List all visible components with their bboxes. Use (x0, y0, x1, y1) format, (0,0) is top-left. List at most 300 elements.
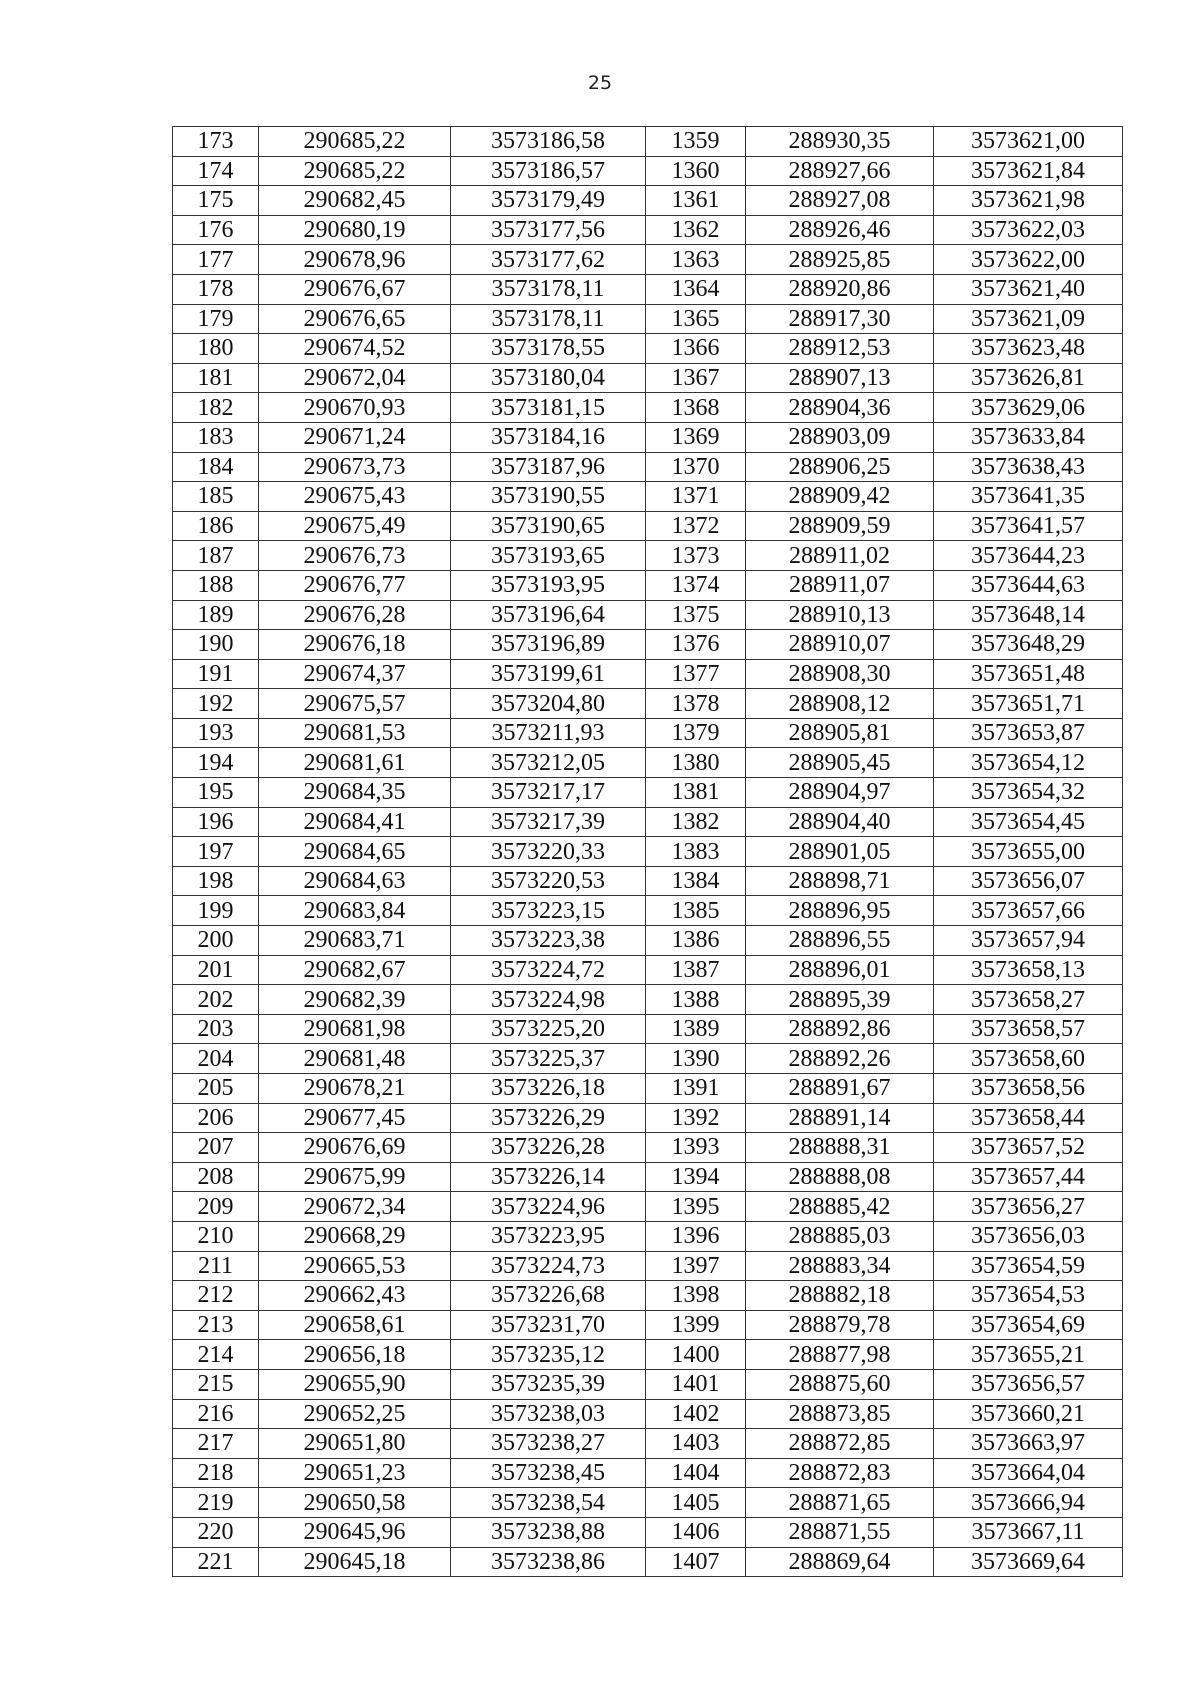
x-coordinate-right: 288896,01 (746, 955, 934, 985)
y-coordinate-right: 3573654,45 (934, 807, 1123, 837)
point-number-left: 217 (173, 1429, 259, 1459)
y-coordinate-left: 3573184,16 (451, 422, 646, 452)
x-coordinate-left: 290658,61 (259, 1310, 451, 1340)
x-coordinate-right: 288871,65 (746, 1488, 934, 1518)
point-number-right: 1367 (646, 363, 746, 393)
point-number-left: 195 (173, 778, 259, 808)
y-coordinate-right: 3573658,13 (934, 955, 1123, 985)
x-coordinate-left: 290676,73 (259, 541, 451, 571)
point-number-left: 189 (173, 600, 259, 630)
y-coordinate-right: 3573622,03 (934, 215, 1123, 245)
point-number-left: 198 (173, 866, 259, 896)
x-coordinate-right: 288871,55 (746, 1517, 934, 1547)
y-coordinate-left: 3573226,68 (451, 1281, 646, 1311)
point-number-right: 1363 (646, 245, 746, 275)
point-number-right: 1401 (646, 1369, 746, 1399)
x-coordinate-right: 288904,36 (746, 393, 934, 423)
point-number-right: 1383 (646, 837, 746, 867)
point-number-left: 192 (173, 689, 259, 719)
y-coordinate-right: 3573660,21 (934, 1399, 1123, 1429)
point-number-left: 200 (173, 926, 259, 956)
x-coordinate-right: 288927,66 (746, 156, 934, 186)
point-number-left: 204 (173, 1044, 259, 1074)
point-number-left: 199 (173, 896, 259, 926)
point-number-left: 190 (173, 630, 259, 660)
x-coordinate-left: 290680,19 (259, 215, 451, 245)
x-coordinate-left: 290651,80 (259, 1429, 451, 1459)
point-number-right: 1372 (646, 511, 746, 541)
y-coordinate-right: 3573658,60 (934, 1044, 1123, 1074)
x-coordinate-left: 290650,58 (259, 1488, 451, 1518)
point-number-right: 1386 (646, 926, 746, 956)
point-number-right: 1365 (646, 304, 746, 334)
table-row (173, 334, 1123, 364)
y-coordinate-right: 3573667,11 (934, 1517, 1123, 1547)
y-coordinate-right: 3573664,04 (934, 1458, 1123, 1488)
point-number-left: 219 (173, 1488, 259, 1518)
table-row (173, 1429, 1123, 1459)
point-number-right: 1381 (646, 778, 746, 808)
point-number-left: 211 (173, 1251, 259, 1281)
x-coordinate-right: 288910,13 (746, 600, 934, 630)
point-number-left: 176 (173, 215, 259, 245)
y-coordinate-right: 3573648,14 (934, 600, 1123, 630)
x-coordinate-left: 290675,43 (259, 482, 451, 512)
point-number-left: 206 (173, 1103, 259, 1133)
point-number-right: 1388 (646, 985, 746, 1015)
table-row (173, 422, 1123, 452)
y-coordinate-right: 3573654,69 (934, 1310, 1123, 1340)
table-row (173, 482, 1123, 512)
y-coordinate-left: 3573220,53 (451, 866, 646, 896)
y-coordinate-right: 3573658,44 (934, 1103, 1123, 1133)
x-coordinate-left: 290681,53 (259, 718, 451, 748)
point-number-left: 221 (173, 1547, 259, 1577)
x-coordinate-right: 288925,85 (746, 245, 934, 275)
x-coordinate-left: 290684,65 (259, 837, 451, 867)
y-coordinate-right: 3573657,66 (934, 896, 1123, 926)
point-number-right: 1406 (646, 1517, 746, 1547)
x-coordinate-right: 288912,53 (746, 334, 934, 364)
point-number-left: 201 (173, 955, 259, 985)
x-coordinate-right: 288895,39 (746, 985, 934, 1015)
y-coordinate-right: 3573621,00 (934, 127, 1123, 157)
x-coordinate-right: 288906,25 (746, 452, 934, 482)
point-number-right: 1368 (646, 393, 746, 423)
y-coordinate-left: 3573223,15 (451, 896, 646, 926)
point-number-left: 178 (173, 274, 259, 304)
point-number-left: 196 (173, 807, 259, 837)
table-row (173, 1251, 1123, 1281)
point-number-left: 193 (173, 718, 259, 748)
y-coordinate-left: 3573179,49 (451, 186, 646, 216)
table-row (173, 363, 1123, 393)
x-coordinate-right: 288904,40 (746, 807, 934, 837)
y-coordinate-right: 3573658,27 (934, 985, 1123, 1015)
point-number-right: 1389 (646, 1014, 746, 1044)
x-coordinate-left: 290672,04 (259, 363, 451, 393)
point-number-left: 173 (173, 127, 259, 157)
point-number-right: 1399 (646, 1310, 746, 1340)
point-number-right: 1378 (646, 689, 746, 719)
point-number-left: 203 (173, 1014, 259, 1044)
point-number-left: 181 (173, 363, 259, 393)
x-coordinate-right: 288883,34 (746, 1251, 934, 1281)
x-coordinate-left: 290671,24 (259, 422, 451, 452)
y-coordinate-right: 3573654,59 (934, 1251, 1123, 1281)
point-number-left: 180 (173, 334, 259, 364)
x-coordinate-left: 290675,99 (259, 1162, 451, 1192)
y-coordinate-right: 3573651,48 (934, 659, 1123, 689)
point-number-right: 1387 (646, 955, 746, 985)
x-coordinate-left: 290685,22 (259, 127, 451, 157)
x-coordinate-right: 288901,05 (746, 837, 934, 867)
y-coordinate-right: 3573644,63 (934, 570, 1123, 600)
x-coordinate-right: 288875,60 (746, 1369, 934, 1399)
y-coordinate-right: 3573622,00 (934, 245, 1123, 275)
table-row (173, 1192, 1123, 1222)
y-coordinate-left: 3573186,57 (451, 156, 646, 186)
y-coordinate-right: 3573658,57 (934, 1014, 1123, 1044)
table-row (173, 511, 1123, 541)
y-coordinate-right: 3573657,94 (934, 926, 1123, 956)
table-row (173, 837, 1123, 867)
y-coordinate-right: 3573648,29 (934, 630, 1123, 660)
x-coordinate-right: 288926,46 (746, 215, 934, 245)
point-number-left: 191 (173, 659, 259, 689)
y-coordinate-right: 3573654,12 (934, 748, 1123, 778)
x-coordinate-right: 288898,71 (746, 866, 934, 896)
y-coordinate-right: 3573638,43 (934, 452, 1123, 482)
x-coordinate-left: 290681,61 (259, 748, 451, 778)
x-coordinate-right: 288885,42 (746, 1192, 934, 1222)
y-coordinate-left: 3573178,55 (451, 334, 646, 364)
y-coordinate-left: 3573196,64 (451, 600, 646, 630)
y-coordinate-left: 3573190,65 (451, 511, 646, 541)
point-number-right: 1405 (646, 1488, 746, 1518)
point-number-right: 1396 (646, 1221, 746, 1251)
point-number-left: 194 (173, 748, 259, 778)
x-coordinate-left: 290682,67 (259, 955, 451, 985)
y-coordinate-right: 3573623,48 (934, 334, 1123, 364)
x-coordinate-left: 290683,84 (259, 896, 451, 926)
x-coordinate-left: 290645,96 (259, 1517, 451, 1547)
x-coordinate-left: 290682,39 (259, 985, 451, 1015)
y-coordinate-left: 3573196,89 (451, 630, 646, 660)
y-coordinate-left: 3573235,12 (451, 1340, 646, 1370)
table-row (173, 274, 1123, 304)
y-coordinate-right: 3573656,57 (934, 1369, 1123, 1399)
point-number-left: 214 (173, 1340, 259, 1370)
x-coordinate-right: 288927,08 (746, 186, 934, 216)
table-row (173, 1547, 1123, 1577)
y-coordinate-right: 3573654,32 (934, 778, 1123, 808)
table-row (173, 245, 1123, 275)
table-row (173, 1488, 1123, 1518)
table-row (173, 1399, 1123, 1429)
point-number-left: 179 (173, 304, 259, 334)
x-coordinate-right: 288872,83 (746, 1458, 934, 1488)
point-number-right: 1391 (646, 1074, 746, 1104)
x-coordinate-right: 288905,81 (746, 718, 934, 748)
x-coordinate-right: 288888,08 (746, 1162, 934, 1192)
y-coordinate-left: 3573238,45 (451, 1458, 646, 1488)
y-coordinate-left: 3573204,80 (451, 689, 646, 719)
table-row (173, 896, 1123, 926)
point-number-right: 1369 (646, 422, 746, 452)
table-row (173, 1458, 1123, 1488)
x-coordinate-left: 290670,93 (259, 393, 451, 423)
table-row (173, 1133, 1123, 1163)
y-coordinate-right: 3573657,52 (934, 1133, 1123, 1163)
y-coordinate-right: 3573641,57 (934, 511, 1123, 541)
point-number-right: 1384 (646, 866, 746, 896)
x-coordinate-right: 288892,86 (746, 1014, 934, 1044)
table-row (173, 1369, 1123, 1399)
table-row (173, 215, 1123, 245)
x-coordinate-left: 290665,53 (259, 1251, 451, 1281)
y-coordinate-right: 3573621,40 (934, 274, 1123, 304)
x-coordinate-right: 288911,02 (746, 541, 934, 571)
point-number-right: 1380 (646, 748, 746, 778)
x-coordinate-right: 288917,30 (746, 304, 934, 334)
table-row (173, 1221, 1123, 1251)
y-coordinate-left: 3573217,17 (451, 778, 646, 808)
point-number-left: 212 (173, 1281, 259, 1311)
x-coordinate-right: 288930,35 (746, 127, 934, 157)
table-row (173, 926, 1123, 956)
table-row (173, 659, 1123, 689)
x-coordinate-left: 290662,43 (259, 1281, 451, 1311)
point-number-left: 208 (173, 1162, 259, 1192)
point-number-right: 1377 (646, 659, 746, 689)
table-row (173, 807, 1123, 837)
x-coordinate-right: 288879,78 (746, 1310, 934, 1340)
x-coordinate-right: 288904,97 (746, 778, 934, 808)
point-number-right: 1366 (646, 334, 746, 364)
y-coordinate-left: 3573177,62 (451, 245, 646, 275)
x-coordinate-left: 290674,52 (259, 334, 451, 364)
point-number-left: 186 (173, 511, 259, 541)
point-number-left: 187 (173, 541, 259, 571)
point-number-left: 188 (173, 570, 259, 600)
point-number-right: 1376 (646, 630, 746, 660)
x-coordinate-left: 290676,65 (259, 304, 451, 334)
point-number-right: 1364 (646, 274, 746, 304)
y-coordinate-left: 3573225,20 (451, 1014, 646, 1044)
point-number-left: 185 (173, 482, 259, 512)
point-number-left: 175 (173, 186, 259, 216)
y-coordinate-right: 3573656,27 (934, 1192, 1123, 1222)
y-coordinate-right: 3573656,07 (934, 866, 1123, 896)
y-coordinate-left: 3573180,04 (451, 363, 646, 393)
table-row (173, 1310, 1123, 1340)
point-number-left: 182 (173, 393, 259, 423)
x-coordinate-left: 290681,98 (259, 1014, 451, 1044)
y-coordinate-right: 3573644,23 (934, 541, 1123, 571)
x-coordinate-right: 288908,30 (746, 659, 934, 689)
table-row (173, 393, 1123, 423)
y-coordinate-left: 3573238,54 (451, 1488, 646, 1518)
table-row (173, 1014, 1123, 1044)
table-row (173, 304, 1123, 334)
table-row (173, 778, 1123, 808)
table-row (173, 1044, 1123, 1074)
y-coordinate-right: 3573655,00 (934, 837, 1123, 867)
x-coordinate-left: 290684,63 (259, 866, 451, 896)
point-number-right: 1392 (646, 1103, 746, 1133)
y-coordinate-left: 3573220,33 (451, 837, 646, 867)
y-coordinate-right: 3573663,97 (934, 1429, 1123, 1459)
point-number-left: 205 (173, 1074, 259, 1104)
point-number-right: 1400 (646, 1340, 746, 1370)
table-row (173, 985, 1123, 1015)
y-coordinate-left: 3573231,70 (451, 1310, 646, 1340)
y-coordinate-left: 3573224,98 (451, 985, 646, 1015)
y-coordinate-right: 3573655,21 (934, 1340, 1123, 1370)
y-coordinate-right: 3573621,98 (934, 186, 1123, 216)
y-coordinate-left: 3573212,05 (451, 748, 646, 778)
y-coordinate-left: 3573238,03 (451, 1399, 646, 1429)
y-coordinate-right: 3573666,94 (934, 1488, 1123, 1518)
x-coordinate-left: 290652,25 (259, 1399, 451, 1429)
point-number-right: 1407 (646, 1547, 746, 1577)
x-coordinate-right: 288869,64 (746, 1547, 934, 1577)
x-coordinate-left: 290668,29 (259, 1221, 451, 1251)
x-coordinate-left: 290683,71 (259, 926, 451, 956)
x-coordinate-left: 290684,35 (259, 778, 451, 808)
y-coordinate-left: 3573177,56 (451, 215, 646, 245)
point-number-right: 1403 (646, 1429, 746, 1459)
y-coordinate-right: 3573621,84 (934, 156, 1123, 186)
point-number-right: 1397 (646, 1251, 746, 1281)
point-number-right: 1373 (646, 541, 746, 571)
y-coordinate-left: 3573178,11 (451, 304, 646, 334)
table-row (173, 1103, 1123, 1133)
x-coordinate-left: 290676,77 (259, 570, 451, 600)
table-row (173, 630, 1123, 660)
x-coordinate-left: 290651,23 (259, 1458, 451, 1488)
x-coordinate-right: 288873,85 (746, 1399, 934, 1429)
point-number-right: 1398 (646, 1281, 746, 1311)
point-number-right: 1382 (646, 807, 746, 837)
y-coordinate-left: 3573226,29 (451, 1103, 646, 1133)
point-number-left: 197 (173, 837, 259, 867)
y-coordinate-left: 3573238,27 (451, 1429, 646, 1459)
x-coordinate-left: 290676,67 (259, 274, 451, 304)
y-coordinate-left: 3573193,95 (451, 570, 646, 600)
x-coordinate-left: 290645,18 (259, 1547, 451, 1577)
point-number-left: 207 (173, 1133, 259, 1163)
x-coordinate-right: 288896,95 (746, 896, 934, 926)
point-number-right: 1404 (646, 1458, 746, 1488)
x-coordinate-right: 288911,07 (746, 570, 934, 600)
y-coordinate-left: 3573178,11 (451, 274, 646, 304)
table-row (173, 718, 1123, 748)
point-number-right: 1361 (646, 186, 746, 216)
table-row (173, 955, 1123, 985)
x-coordinate-left: 290678,21 (259, 1074, 451, 1104)
y-coordinate-right: 3573633,84 (934, 422, 1123, 452)
y-coordinate-left: 3573224,72 (451, 955, 646, 985)
y-coordinate-right: 3573669,64 (934, 1547, 1123, 1577)
y-coordinate-right: 3573656,03 (934, 1221, 1123, 1251)
point-number-right: 1375 (646, 600, 746, 630)
point-number-left: 216 (173, 1399, 259, 1429)
x-coordinate-left: 290685,22 (259, 156, 451, 186)
table-row (173, 127, 1123, 157)
x-coordinate-right: 288909,59 (746, 511, 934, 541)
y-coordinate-right: 3573651,71 (934, 689, 1123, 719)
point-number-right: 1385 (646, 896, 746, 926)
x-coordinate-right: 288892,26 (746, 1044, 934, 1074)
x-coordinate-right: 288910,07 (746, 630, 934, 660)
y-coordinate-left: 3573226,18 (451, 1074, 646, 1104)
y-coordinate-left: 3573190,55 (451, 482, 646, 512)
table-row (173, 866, 1123, 896)
table-row (173, 689, 1123, 719)
table-row (173, 1340, 1123, 1370)
point-number-right: 1370 (646, 452, 746, 482)
y-coordinate-left: 3573186,58 (451, 127, 646, 157)
y-coordinate-left: 3573226,14 (451, 1162, 646, 1192)
point-number-left: 210 (173, 1221, 259, 1251)
page-number: 25 (587, 72, 613, 94)
point-number-right: 1374 (646, 570, 746, 600)
x-coordinate-left: 290676,69 (259, 1133, 451, 1163)
y-coordinate-right: 3573658,56 (934, 1074, 1123, 1104)
x-coordinate-right: 288896,55 (746, 926, 934, 956)
coordinates-table-body (173, 127, 1123, 1577)
point-number-right: 1394 (646, 1162, 746, 1192)
point-number-right: 1395 (646, 1192, 746, 1222)
point-number-right: 1360 (646, 156, 746, 186)
point-number-left: 218 (173, 1458, 259, 1488)
x-coordinate-right: 288909,42 (746, 482, 934, 512)
point-number-left: 174 (173, 156, 259, 186)
y-coordinate-left: 3573217,39 (451, 807, 646, 837)
x-coordinate-left: 290655,90 (259, 1369, 451, 1399)
x-coordinate-left: 290673,73 (259, 452, 451, 482)
point-number-right: 1402 (646, 1399, 746, 1429)
table-row (173, 541, 1123, 571)
point-number-left: 177 (173, 245, 259, 275)
y-coordinate-left: 3573225,37 (451, 1044, 646, 1074)
x-coordinate-left: 290672,34 (259, 1192, 451, 1222)
y-coordinate-left: 3573224,73 (451, 1251, 646, 1281)
y-coordinate-right: 3573657,44 (934, 1162, 1123, 1192)
y-coordinate-left: 3573193,65 (451, 541, 646, 571)
x-coordinate-right: 288905,45 (746, 748, 934, 778)
table-row (173, 156, 1123, 186)
point-number-right: 1371 (646, 482, 746, 512)
point-number-left: 183 (173, 422, 259, 452)
x-coordinate-right: 288891,67 (746, 1074, 934, 1104)
x-coordinate-right: 288920,86 (746, 274, 934, 304)
y-coordinate-left: 3573238,88 (451, 1517, 646, 1547)
x-coordinate-right: 288885,03 (746, 1221, 934, 1251)
y-coordinate-left: 3573224,96 (451, 1192, 646, 1222)
y-coordinate-left: 3573238,86 (451, 1547, 646, 1577)
y-coordinate-left: 3573187,96 (451, 452, 646, 482)
table-row (173, 1162, 1123, 1192)
x-coordinate-right: 288903,09 (746, 422, 934, 452)
x-coordinate-left: 290681,48 (259, 1044, 451, 1074)
coordinates-table (172, 126, 1123, 1577)
x-coordinate-left: 290656,18 (259, 1340, 451, 1370)
x-coordinate-left: 290675,57 (259, 689, 451, 719)
table-row (173, 600, 1123, 630)
